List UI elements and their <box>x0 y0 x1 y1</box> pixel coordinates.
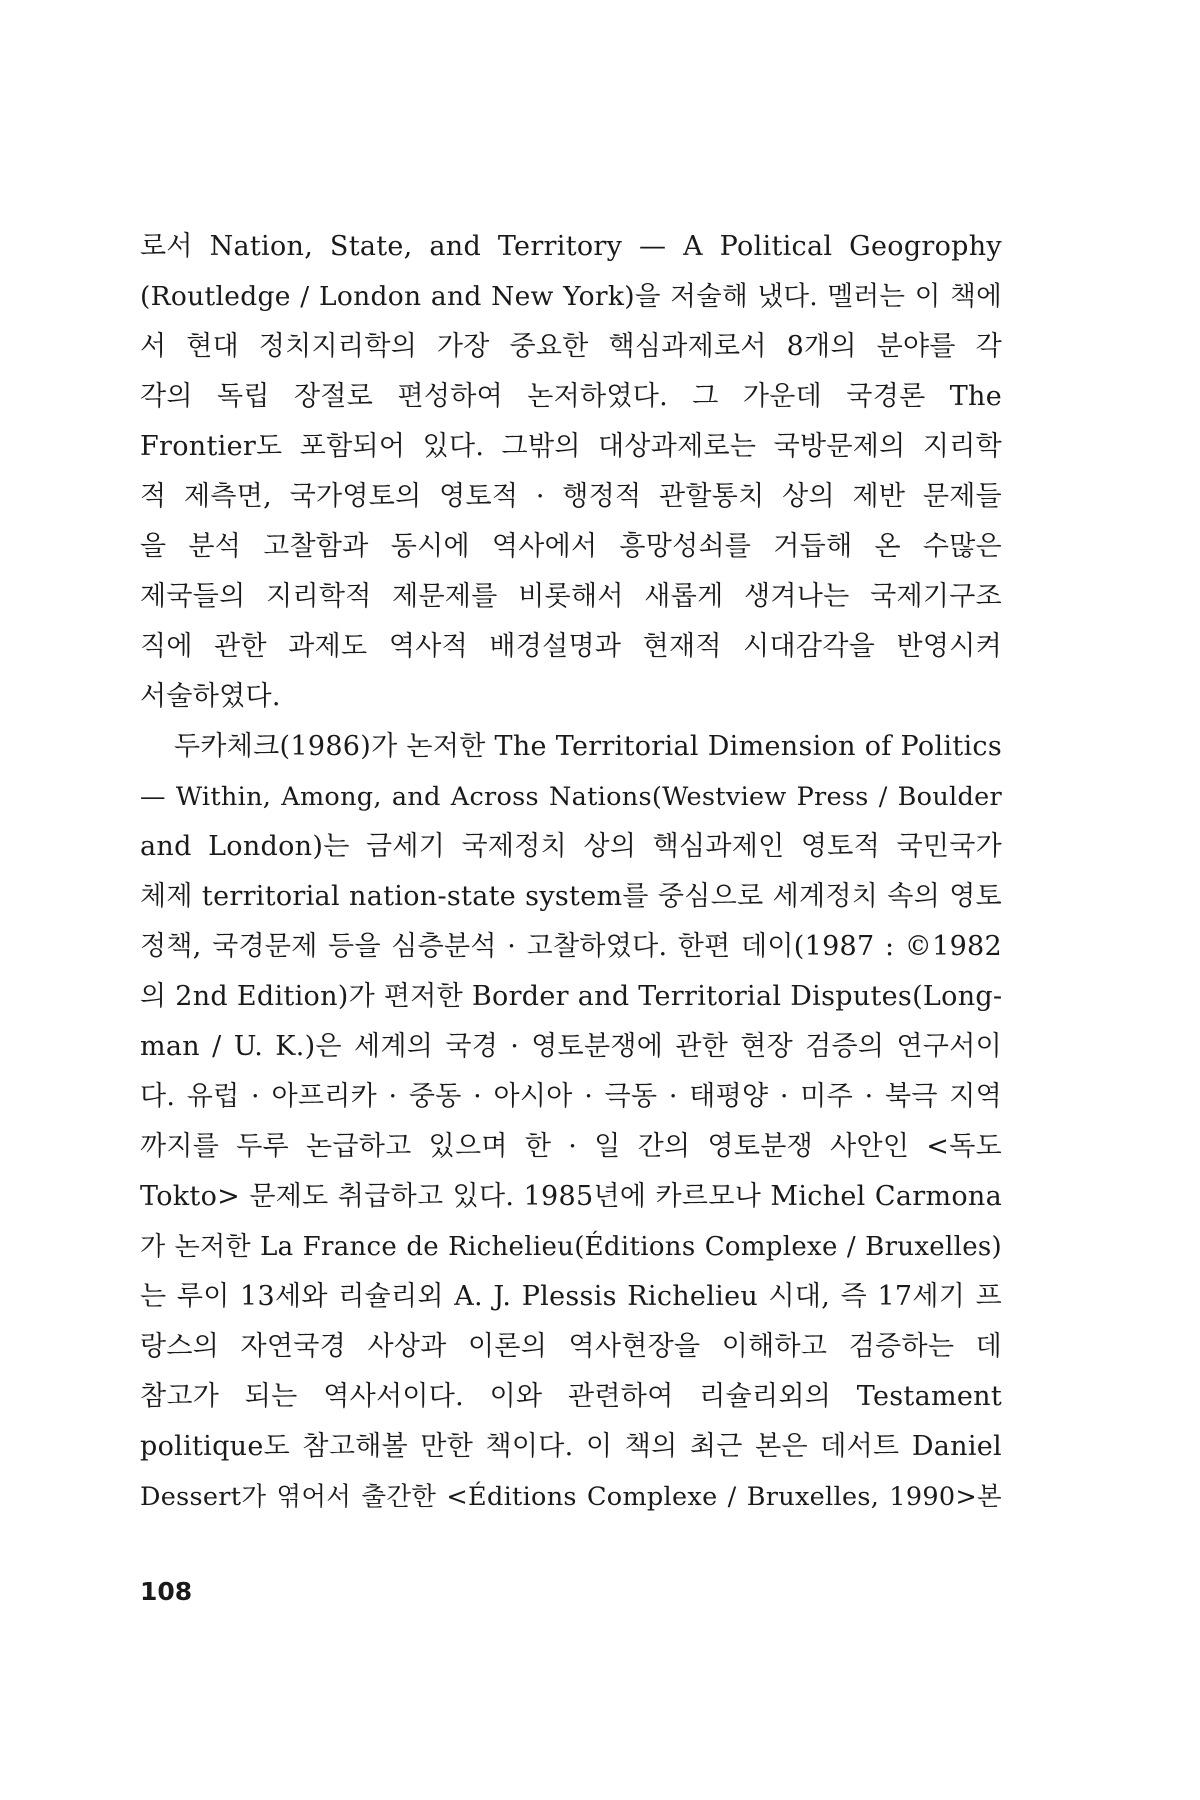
text-line: 는 루이 13세와 리슐리외 A. J. Plessis Richelieu 시대, 즉 17세기 프 <box>140 1281 1002 1312</box>
page-number: 108 <box>140 1577 193 1606</box>
paragraph-start-line: 두카체크(1986)가 논저한 The Territorial Dimension of Politics <box>174 731 1002 762</box>
text-line: (Routledge / London and New York)을 저술해 냈다. 멜러는 이 책에 <box>140 281 1002 312</box>
body-text <box>140 222 1002 1522</box>
text-line: 을 분석 고찰함과 동시에 역사에서 흥망성쇠를 거듭해 온 수많은 <box>140 531 1002 562</box>
text-line: 다. 유럽 · 아프리카 · 중동 · 아시아 · 극동 · 태평양 · 미주 · 북극 지역 <box>140 1081 1002 1112</box>
paragraph-end-line: 서술하였다. <box>140 681 281 712</box>
text-line: 적 제측면, 국가영토의 영토적 · 행정적 관할통치 상의 제반 문제들 <box>140 481 1002 512</box>
text-line: — Within, Among, and Across Nations(Westview Press / Boulder <box>140 782 1002 812</box>
text-line: Frontier도 포함되어 있다. 그밖의 대상과제로는 국방문제의 지리학 <box>140 431 1002 462</box>
text-line: 의 2nd Edition)가 편저한 Border and Territorial Disputes(Long- <box>140 981 1003 1012</box>
text-line: politique도 참고해볼 만한 책이다. 이 책의 최근 본은 데서트 Daniel <box>140 1431 1002 1462</box>
text-line: 참고가 되는 역사서이다. 이와 관련하여 리슐리외의 Testament <box>140 1381 1002 1412</box>
text-line: and London)는 금세기 국제정치 상의 핵심과제인 영토적 국민국가 <box>140 831 1002 862</box>
text-line: 정책, 국경문제 등을 심층분석 · 고찰하였다. 한편 데이(1987 : ©1982 <box>140 931 1002 962</box>
text-line: 체제 territorial nation-state system를 중심으로 세계정치 속의 영토 <box>140 881 1002 912</box>
text-line: 각의 독립 장절로 편성하여 논저하였다. 그 가운데 국경론 The <box>140 381 1002 412</box>
text-line: 까지를 두루 논급하고 있으며 한 · 일 간의 영토분쟁 사안인 <독도 <box>140 1131 1002 1162</box>
text-line: 서 현대 정치지리학의 가장 중요한 핵심과제로서 8개의 분야를 각 <box>140 331 1002 362</box>
text-line: 직에 관한 과제도 역사적 배경설명과 현재적 시대감각을 반영시켜 <box>140 631 1002 662</box>
text-line: Tokto> 문제도 취급하고 있다. 1985년에 카르모나 Michel Carmona <box>140 1181 1002 1212</box>
text-line: Dessert가 엮어서 출간한 <Éditions Complexe / Bruxelles, 1990>본 <box>140 1482 1002 1512</box>
text-line: 랑스의 자연국경 사상과 이론의 역사현장을 이해하고 검증하는 데 <box>140 1331 1002 1362</box>
text-line: 로서 Nation, State, and Territory — A Political Geogrophy <box>140 231 1002 262</box>
text-line: 제국들의 지리학적 제문제를 비롯해서 새롭게 생겨나는 국제기구조 <box>140 581 1002 612</box>
text-line: 가 논저한 La France de Richelieu(Éditions Complexe / Bruxelles) <box>140 1232 1002 1262</box>
text-line: man / U. K.)은 세계의 국경 · 영토분쟁에 관한 현장 검증의 연구서이 <box>140 1031 1002 1062</box>
